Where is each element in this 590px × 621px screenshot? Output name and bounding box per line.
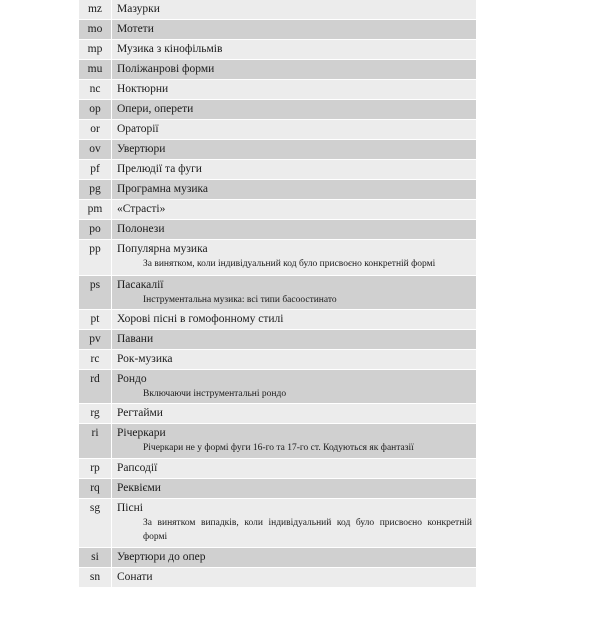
row-code: rd [90,372,100,385]
row-body [111,404,476,423]
table-row [79,0,476,20]
table-row [79,404,476,424]
row-code: pf [90,163,100,175]
table-row [79,60,476,80]
table-row [79,370,476,404]
row-code: pt [90,312,100,325]
row-label: Ноктюрни [117,83,169,95]
row-code: ov [89,143,101,155]
table-row [79,499,476,548]
row-label: Програмна музика [117,183,209,195]
row-code: pp [89,243,101,255]
row-note: Включаючи інструментальні рондо [143,388,287,399]
row-body [111,370,476,403]
row-label: Опери, оперети [117,103,194,115]
row-label: «Страсті» [117,203,166,215]
row-label: Регтайми [117,406,163,419]
table-row [79,459,476,479]
row-label: Музика з кінофільмів [117,43,223,55]
row-code: op [89,103,101,115]
row-code: rc [90,352,100,365]
table-row [79,180,476,200]
row-note: Річеркари не у формі фуги 16-го та 17-го ст. Кодуються як фантазії [143,442,414,453]
row-body [111,499,476,547]
row-body [111,40,476,59]
row-body [111,568,476,587]
table-row [79,160,476,180]
row-label: Увертюри до опер [117,551,206,563]
row-label: Хорові пісні в гомофонному стилі [117,312,284,325]
row-code: pv [89,332,101,345]
row-note: Інструментальна музика: всі типи басоостинато [143,294,337,305]
row-label: Мотети [117,23,154,35]
row-label: Мазурки [117,3,160,15]
row-label: Рок-музика [117,352,173,365]
row-body [111,240,476,275]
row-body [111,100,476,119]
row-label: Сонати [117,571,153,583]
row-body [111,20,476,39]
row-body [111,350,476,369]
table-row [79,276,476,310]
row-body [111,459,476,478]
row-code: nc [89,83,101,95]
table-row [79,424,476,460]
table-row [79,140,476,160]
row-code: ps [89,278,101,291]
row-body [111,276,476,309]
row-label: Прелюдії та фуги [117,163,202,175]
row-body [111,80,476,99]
table-row [79,310,476,330]
table-row [79,120,476,140]
table-row [79,568,476,588]
row-body [111,140,476,159]
row-label: Павани [117,332,154,345]
row-body [111,424,476,459]
table-row [79,548,476,568]
row-body [111,60,476,79]
row-code: pm [87,203,103,215]
row-body [111,310,476,329]
row-body [111,0,476,19]
row-body [111,548,476,567]
row-body [111,160,476,179]
row-code: si [91,551,99,563]
row-body [111,330,476,349]
row-label: Увертюри [117,143,166,155]
table-row [79,100,476,120]
row-body [111,200,476,219]
row-code: or [90,123,100,135]
row-label: Рондо [117,372,147,385]
row-code: po [89,223,101,235]
table-row [79,330,476,350]
row-code: sn [89,571,101,583]
row-code: ri [91,426,99,439]
row-body [111,220,476,239]
row-label: Рапсодії [117,462,158,474]
row-label: Поліжанрові форми [117,63,215,75]
table-row [79,479,476,499]
row-label: Популярна музика [117,243,208,255]
row-code: rg [90,406,100,419]
row-code: mo [87,23,103,35]
row-label: Пісні [117,502,143,514]
table-row [79,20,476,40]
row-note: За винятком, коли індивідуальний код було присвоєно конкретній формі [143,259,436,269]
table-row [79,80,476,100]
row-label: Реквієми [117,482,161,494]
table-row [79,220,476,240]
row-code: rq [90,482,100,494]
row-code: mp [87,43,103,55]
row-label: Ораторії [117,123,159,135]
table-row [79,200,476,220]
row-label: Річеркари [117,426,166,439]
row-body [111,120,476,139]
row-label: Пасакалії [117,278,164,291]
row-code: rp [90,462,100,474]
row-note: За винятком випадків, коли індивідуальний код було присвоєно конкретній формі [143,518,472,542]
row-label: Полонези [117,223,165,235]
table-row [79,350,476,370]
row-body [111,180,476,199]
row-code: sg [89,502,101,514]
table-row [79,40,476,60]
row-code: pg [89,183,101,195]
row-body [111,479,476,498]
row-code: mz [87,3,103,15]
row-code: mu [87,63,103,75]
table-row [79,240,476,276]
code-table [79,0,476,588]
